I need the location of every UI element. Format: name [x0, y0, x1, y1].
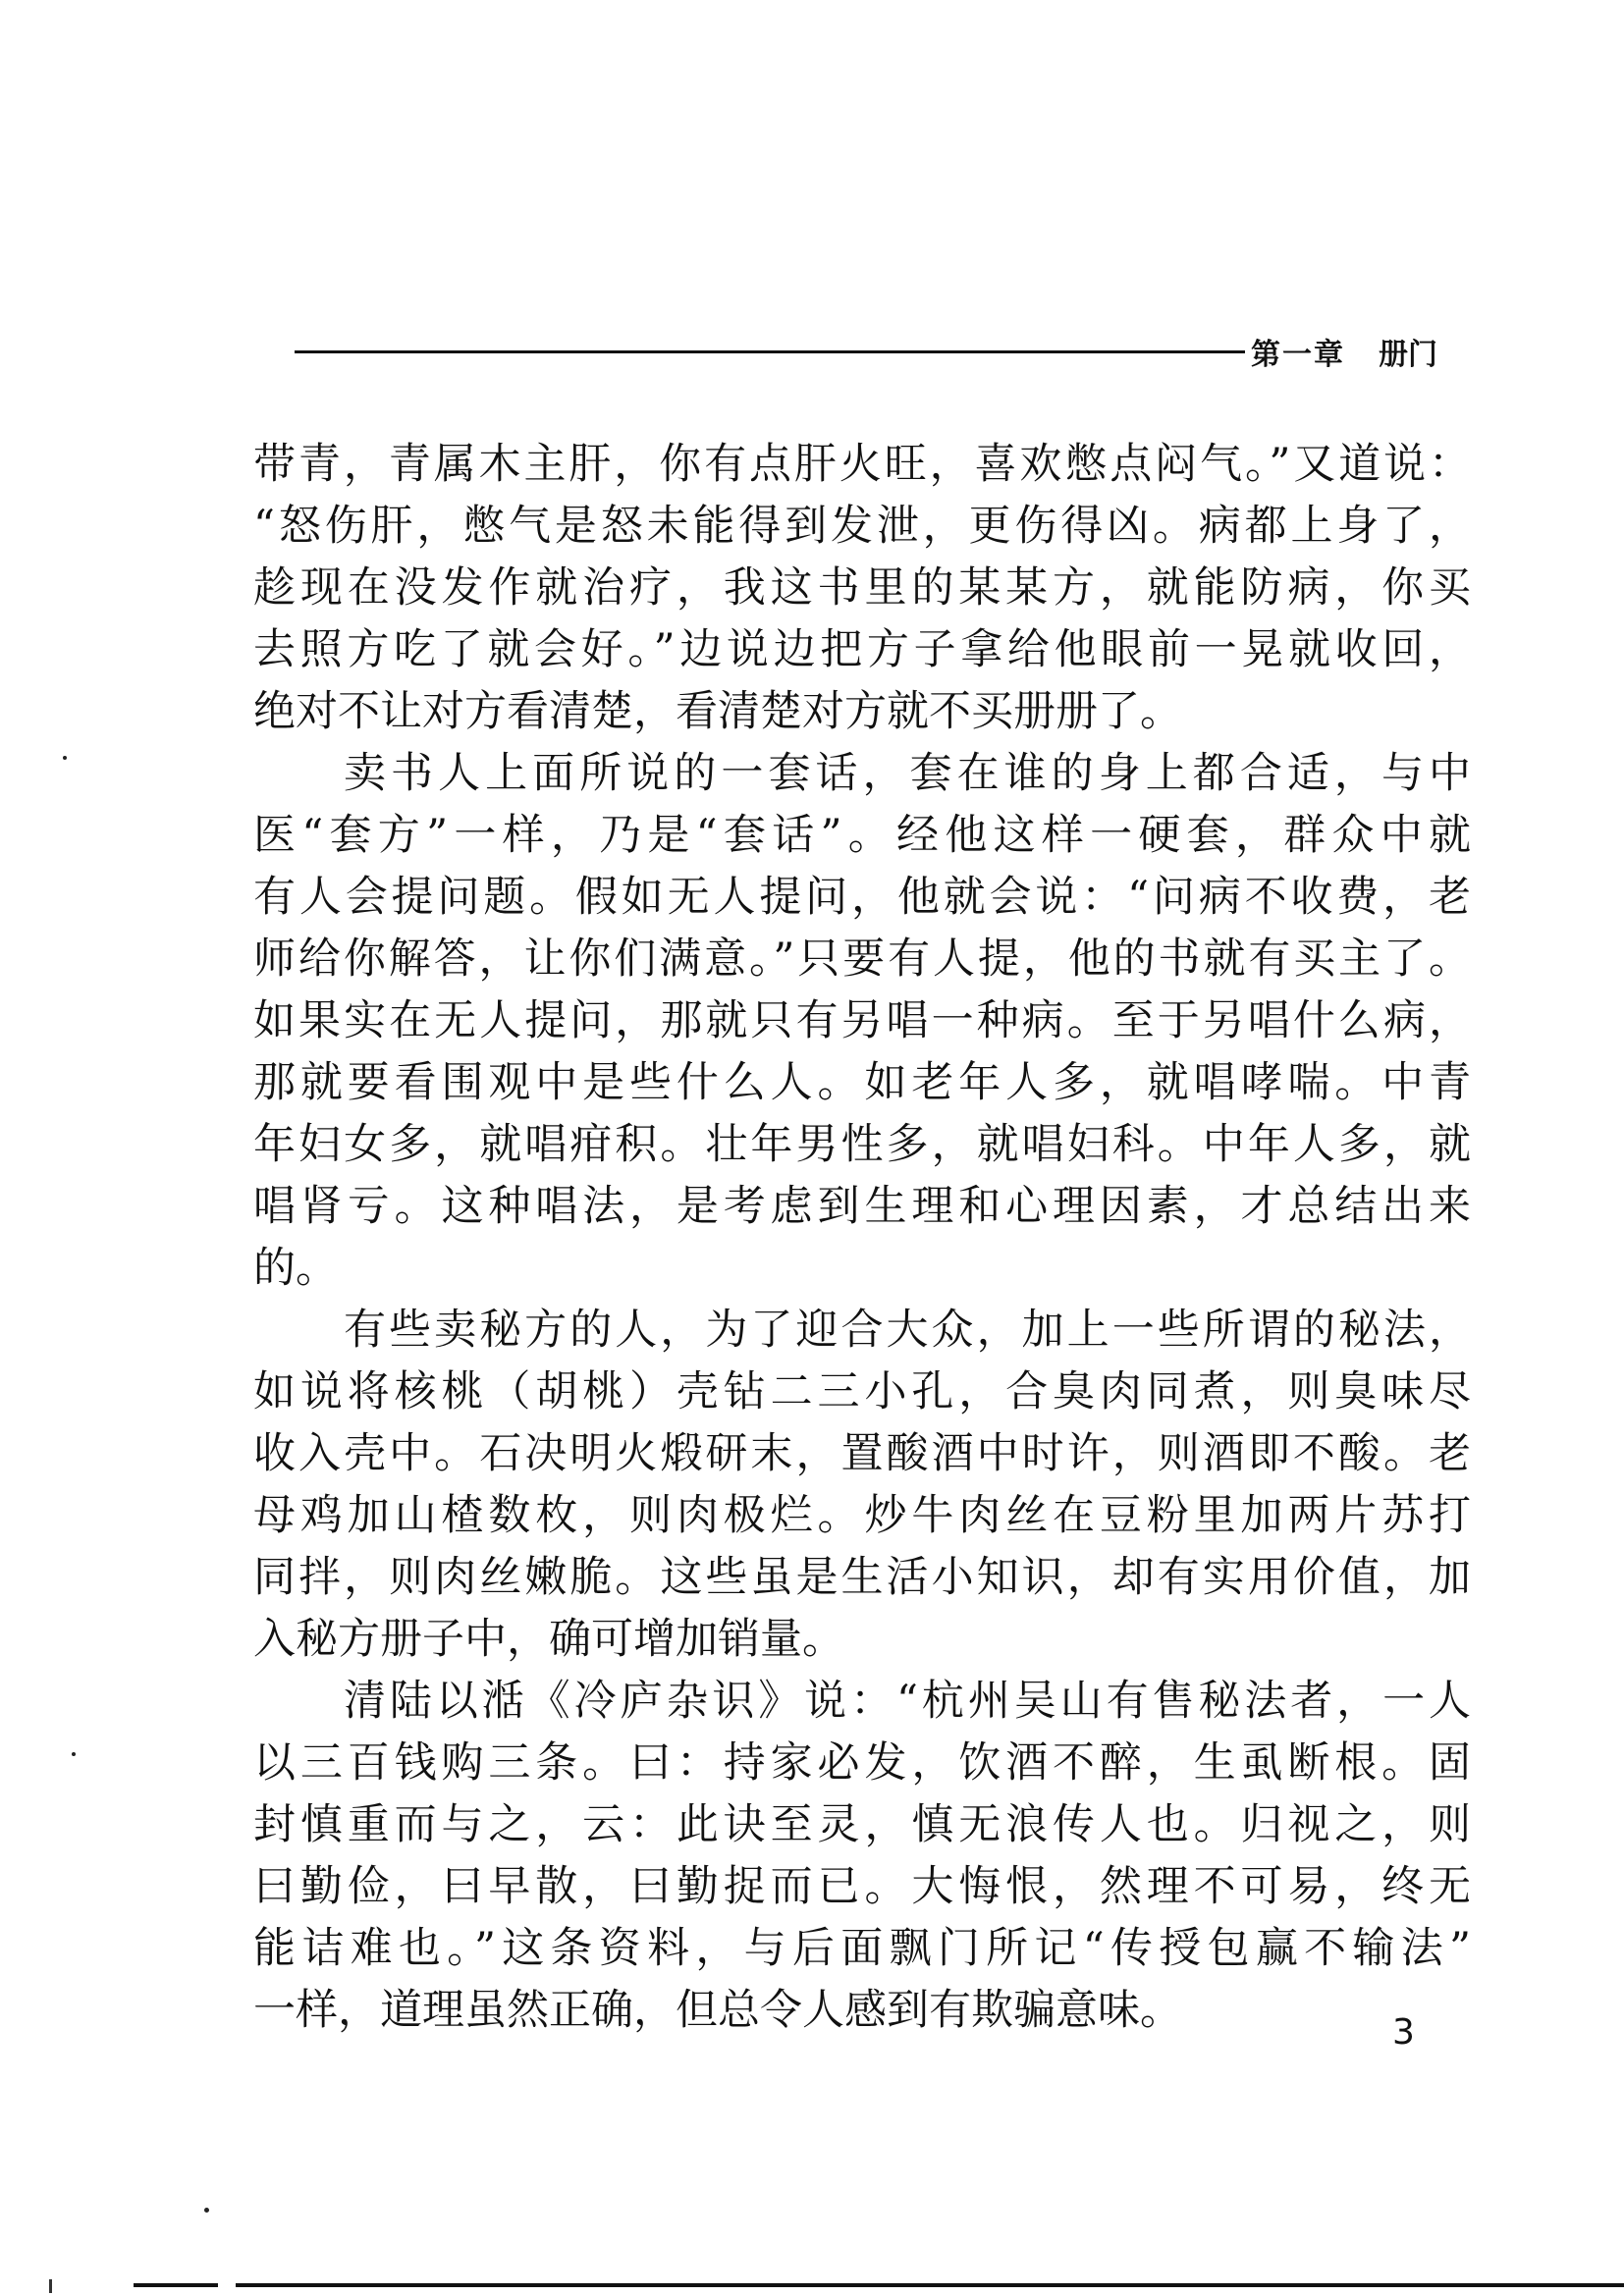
text-line: 同拌，则肉丝嫩脆。这些虽是生活小知识，却有实用价值，加: [253, 1553, 1471, 1602]
chapter-label: 第一章: [1251, 338, 1345, 372]
header-rule: [295, 350, 1245, 353]
page-number: 3: [1392, 2012, 1415, 2053]
text-line: 能诘难也。”这条资料，与后面飘门所记“传授包赢不输法”: [253, 1924, 1471, 1973]
text-line: 收入壳中。石决明火煅研末，置酸酒中时许，则酒即不酸。老: [253, 1429, 1471, 1478]
text-line: 有些卖秘方的人，为了迎合大众，加上一些所谓的秘法，: [344, 1306, 1471, 1355]
footer-rule: [134, 2283, 218, 2287]
body-text: [253, 434, 1471, 2042]
text-line: 去照方吃了就会好。”边说边把方子拿给他眼前一晃就收回，: [253, 625, 1471, 674]
paragraph: [253, 434, 1471, 743]
text-line: 那就要看围观中是些什么人。如老年人多，就唱哮喘。中青: [253, 1058, 1471, 1107]
paragraph: [253, 1671, 1471, 2042]
text-line: 有人会提问题。假如无人提问，他就会说：“问病不收费，老: [253, 873, 1471, 922]
paragraph: [253, 743, 1471, 1300]
text-line: 带青，青属木主肝，你有点肝火旺，喜欢憋点闷气。”又道说：: [253, 440, 1471, 489]
text-line: 绝对不让对方看清楚，看清楚对方就不买册册了。: [253, 687, 1182, 736]
scan-speck: [63, 756, 67, 760]
text-line: 趁现在没发作就治疗，我这书里的某某方，就能防病，你买: [253, 563, 1471, 613]
text-line: “怒伤肝，憋气是怒未能得到发泄，更伤得凶。病都上身了，: [253, 502, 1471, 551]
text-line: 清陆以湉《冷庐杂识》说：“杭州吴山有售秘法者，一人: [344, 1677, 1471, 1726]
text-line: 曰勤俭，曰早散，曰勤捉而已。大悔恨，然理不可易，终无: [253, 1862, 1471, 1911]
chapter-title: 册门: [1379, 338, 1437, 372]
text-line: 年妇女多，就唱疳积。壮年男性多，就唱妇科。中年人多，就: [253, 1120, 1471, 1169]
text-line: 师给你解答，让你们满意。”只要有人提，他的书就有买主了。: [253, 934, 1471, 984]
text-line: 封慎重而与之，云：此诀至灵，慎无浪传人也。归视之，则: [253, 1800, 1471, 1849]
text-line: 一样，道理虽然正确，但总令人感到有欺骗意味。: [253, 1986, 1182, 2035]
text-line: 如说将核桃（胡桃）壳钻二三小孔，合臭肉同煮，则臭味尽: [253, 1367, 1471, 1416]
text-line: 医“套方”一样，乃是“套话”。经他这样一硬套，群众中就: [253, 811, 1471, 860]
paragraph: [253, 1300, 1471, 1671]
text-line: 入秘方册子中，确可增加销量。: [253, 1615, 844, 1664]
text-line: 以三百钱购三条。曰：持家必发，饮酒不醉，生虱断根。固: [253, 1738, 1471, 1788]
text-line: 的。: [253, 1244, 338, 1293]
text-line: 卖书人上面所说的一套话，套在谁的身上都合适，与中: [344, 749, 1471, 798]
running-header: [295, 332, 1437, 371]
text-line: 唱肾亏。这种唱法，是考虑到生理和心理因素，才总结出来: [253, 1182, 1471, 1231]
text-line: 如果实在无人提问，那就只有另唱一种病。至于另唱什么病，: [253, 996, 1471, 1045]
text-line: 母鸡加山楂数枚，则肉极烂。炒牛肉丝在豆粉里加两片苏打: [253, 1491, 1471, 1540]
scan-speck: [72, 1752, 76, 1756]
scan-speck: [204, 2208, 209, 2213]
footer-rule: [236, 2283, 1624, 2287]
margin-tick: [49, 2279, 52, 2293]
